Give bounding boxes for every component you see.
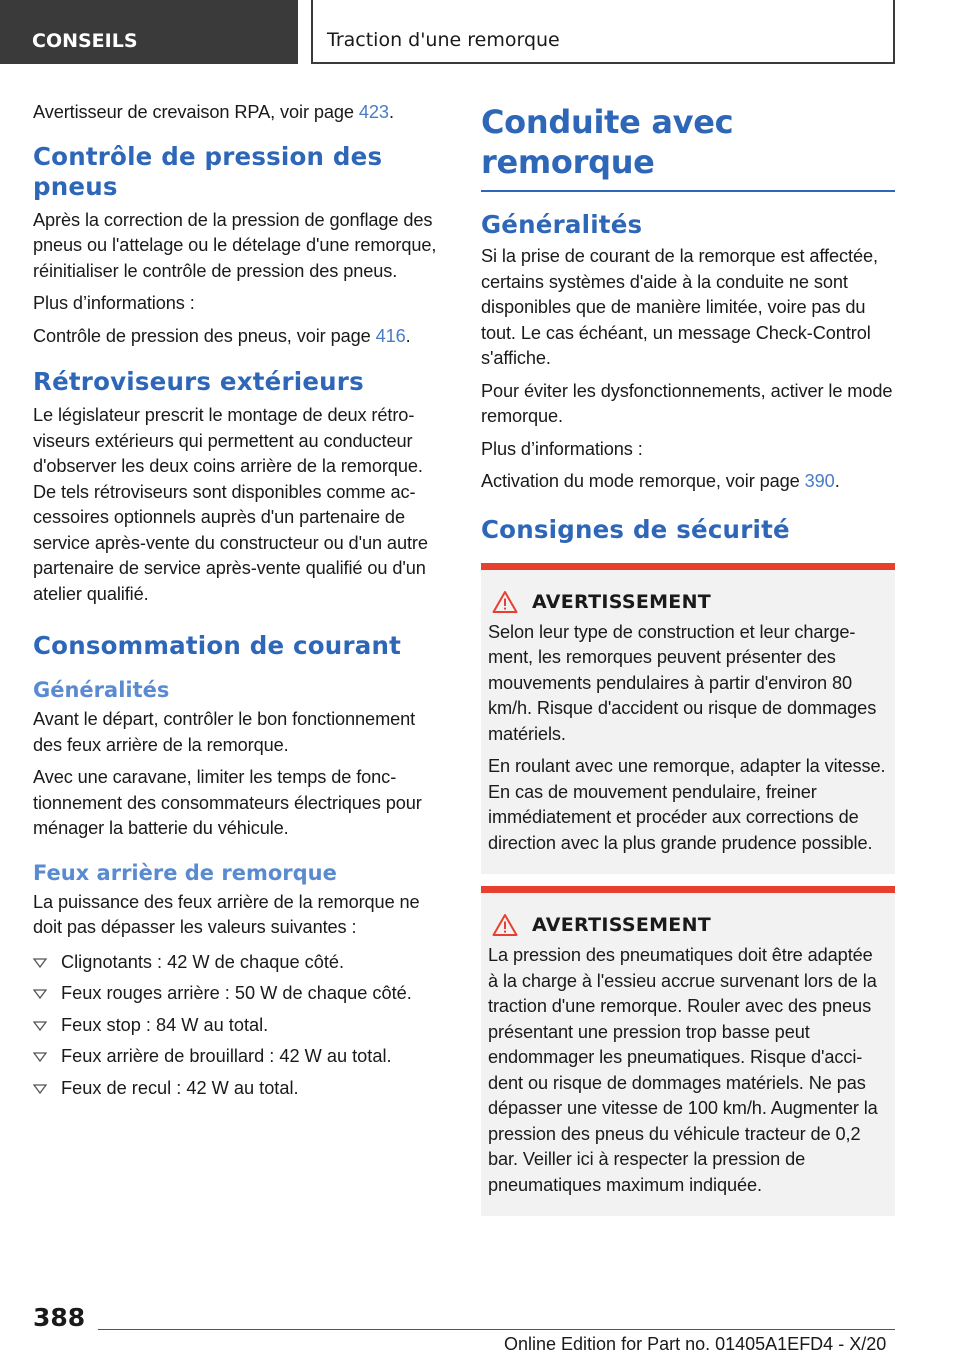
list-item-text: Clignotants : 42 W de chaque côté. (61, 951, 345, 972)
warning-box-2 (481, 886, 895, 1216)
warning-header (488, 913, 887, 937)
tpm-page-link[interactable]: 416 (375, 325, 406, 346)
mirrors-heading: Rétroviseurs extérieurs (33, 367, 364, 396)
general-heading: Généralités (481, 210, 643, 239)
list-item-text: Feux stop : 84 W au total. (61, 1014, 269, 1035)
list-item-text: Feux arrière de brouillard : 42 W au total. (61, 1046, 392, 1066)
intro-paragraph (33, 100, 443, 126)
trailer-mode-page-link[interactable]: 390 (804, 471, 835, 491)
triangle-bullet-icon (33, 989, 47, 999)
general-paragraph-1: Si la prise de courant de la remorque est affectée, certains systèmes d'aide à la conduite ne sont disponibles que de manière limitée, voire pas du tout. Le cas échéant, un message Check-Control s'affiche. (481, 246, 878, 368)
warning-1-paragraph-1: Selon leur type de construction et leur chargement, les remorques peuvent présenter des mouvements pendulaires à partir d'environ 80 km/h. Risque d'accident ou risque de dommages matériels. (488, 621, 877, 744)
triangle-bullet-icon (33, 958, 47, 968)
warning-triangle-icon (492, 913, 518, 937)
power-paragraph-2: Avec une caravane, limiter les temps de fonctionnement des consommateurs électriques pour ménager la batterie du véhicule. (33, 767, 422, 838)
warning-title: AVERTISSEMENT (532, 590, 712, 613)
lights-list (33, 950, 443, 1102)
list-item-text: Feux de recul : 42 W au total. (61, 1077, 299, 1098)
safety-heading: Consignes de sécurité (481, 514, 790, 544)
list-item (33, 1013, 443, 1039)
power-heading: Consommation de courant (33, 631, 402, 660)
intro-page-link[interactable]: 423 (358, 102, 389, 122)
intro-text: Avertisseur de crevaison RPA, voir page (33, 102, 359, 122)
trailer-mode-ref-end: . (834, 471, 840, 491)
page-number: 388 (33, 1303, 86, 1332)
trailer-lights-subheading: Feux arrière de remorque (33, 860, 337, 885)
list-item (33, 1044, 443, 1070)
triangle-bullet-icon (33, 1021, 47, 1031)
general-paragraph-2: Pour éviter les dysfonctionnements, activer le mode remorque. (481, 380, 893, 426)
tpm-heading: Contrôle de pression des pneus (33, 141, 383, 201)
tpm-paragraph-2: Plus d’informations : (33, 293, 195, 313)
section-tab (0, 0, 298, 64)
triangle-bullet-icon (33, 1052, 47, 1062)
triangle-bullet-icon (33, 1084, 47, 1094)
footer-edition: Online Edition for Part no. 01405A1EFD4 - X/20 (504, 1334, 887, 1354)
warning-title: AVERTISSEMENT (532, 914, 712, 936)
trailer-mode-ref-text: Activation du mode remorque, voir page (481, 471, 805, 491)
tpm-ref-text: Contrôle de pression des pneus, voir page (33, 325, 376, 346)
general-paragraph-3: Plus d’informations : (481, 438, 643, 459)
list-item (33, 981, 443, 1007)
list-item (33, 1076, 443, 1102)
tpm-ref-end: . (405, 325, 411, 346)
tpm-paragraph-3 (33, 324, 443, 350)
trailer-lights-paragraph: La puissance des feux arrière de la remorque ne doit pas dépasser les valeurs suivantes : (33, 891, 420, 937)
section-label: CONSEILS (32, 30, 138, 52)
chapter-title-box (311, 0, 895, 64)
general-paragraph-4 (481, 469, 895, 495)
footer-divider (98, 1329, 895, 1330)
warning-2-paragraph-1: La pression des pneumatiques doit être adaptée à la charge à l'essieu accrue survenant lors de la traction d'une remorque. Rouler avec des pneus présentant une pression trop basse peut endommager les pneumatiques. Risque d'accident ou risque de dommages matériels. Ne pas dépasser une vitesse de 100 km/h. Augmenter la pression des pneus du véhicule tracteur de 0,2 bar. Veiller ici à respecter la pression de pneumatiques maximum indiquée. (488, 945, 878, 1195)
power-paragraph-1: Avant le départ, contrôler le bon fonctionnement des feux arrière de la remorque. (33, 709, 416, 755)
left-column (33, 100, 443, 1107)
list-item-text: Feux rouges arrière : 50 W de chaque côté. (61, 983, 412, 1003)
right-column (481, 100, 895, 1216)
main-title: Conduite avec remorque (481, 103, 734, 181)
warning-box-1 (481, 563, 895, 875)
tpm-paragraph-1: Après la correction de la pression de gonflage des pneus ou l'attelage ou le dételage d'une remorque, réinitialiser le contrôle de pression des pneus. (33, 209, 437, 281)
mirrors-paragraph: Le législateur prescrit le montage de deux rétroviseurs extérieurs qui permettent au conducteur d'observer les deux coins arrière de la remorque. De tels rétroviseurs sont disponibles comme accessoires optionnels auprès d'un partenaire de service après-vente du constructeur ou d'un autre partenaire de service après-vente qualifié ou d'un atelier qualifié. (33, 405, 428, 604)
warning-1-paragraph-2: En roulant avec une remorque, adapter la vitesse. En cas de mouvement pendulaire, freiner immédiatement et procéder aux corrections de direction avec la plus grande prudence possible. (488, 756, 886, 853)
warning-triangle-icon (492, 590, 518, 614)
title-divider (481, 190, 895, 192)
chapter-title: Traction d'une remorque (327, 29, 560, 51)
power-subheading-general: Généralités (33, 678, 170, 702)
intro-end: . (388, 102, 394, 122)
warning-header (488, 590, 887, 614)
list-item (33, 950, 443, 976)
